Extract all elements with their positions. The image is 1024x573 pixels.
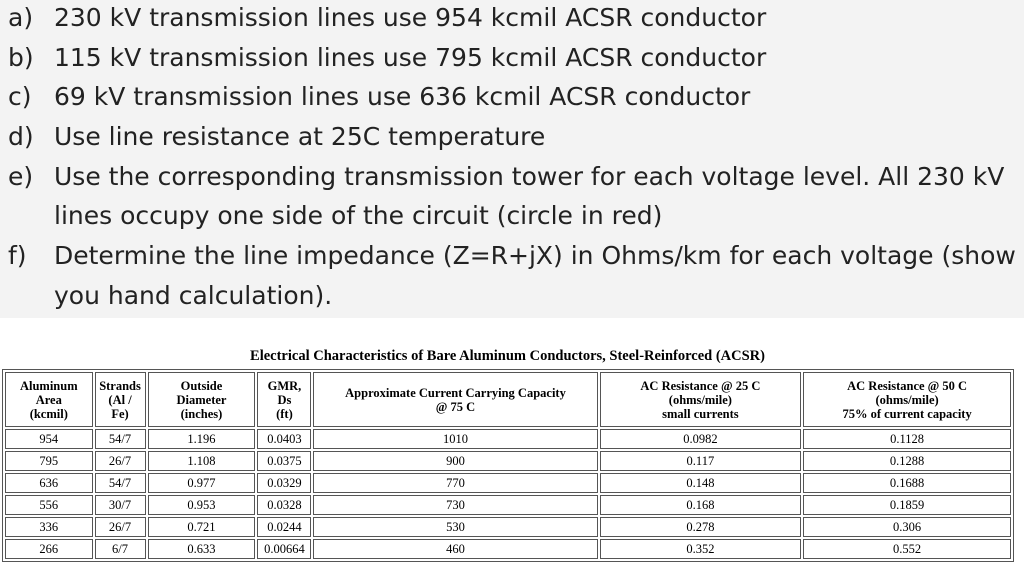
column-header-line: (ohms/mile) — [875, 392, 939, 407]
column-header — [313, 372, 597, 427]
table-cell: 900 — [313, 451, 597, 471]
table-cell: 0.977 — [148, 473, 256, 493]
table-cell: 1.196 — [148, 429, 256, 449]
table-header-row — [5, 372, 1011, 427]
question-text: Determine the line impedance (Z=R+jX) in Ohms/km for each voltage (show — [54, 241, 1016, 270]
question-text: you hand calculation). — [54, 281, 333, 310]
table-cell: 0.00664 — [257, 539, 311, 559]
question-label: e) — [8, 162, 34, 191]
table-cell: 730 — [313, 495, 597, 515]
column-header-line: (ohms/mile) — [668, 392, 732, 407]
column-header-line: (inches) — [180, 406, 223, 421]
column-header-line: (kcmil) — [29, 406, 68, 421]
table-cell: 0.721 — [148, 517, 256, 537]
column-header-line: Approximate Current Carrying Capacity — [345, 385, 566, 400]
table-cell: 26/7 — [95, 517, 146, 537]
table-cell: 0.0982 — [600, 429, 802, 449]
table-cell: 1010 — [313, 429, 597, 449]
column-header-line: Ds — [277, 392, 292, 407]
column-header — [148, 372, 256, 427]
table-cell: 266 — [5, 539, 93, 559]
question-label: d) — [8, 122, 34, 151]
column-header-line: @ 75 C — [435, 399, 476, 414]
table-cell: 0.278 — [600, 517, 802, 537]
table-cell: 0.0328 — [257, 495, 311, 515]
column-header-line: 75% of current capacity — [842, 406, 972, 421]
table-cell: 0.1688 — [803, 473, 1011, 493]
question-label: a) — [8, 3, 34, 32]
table-row — [5, 517, 1011, 537]
question-text: 69 kV transmission lines use 636 kcmil ACSR conductor — [54, 82, 751, 111]
table-cell: 770 — [313, 473, 597, 493]
table-cell: 0.953 — [148, 495, 256, 515]
table-cell: 0.352 — [600, 539, 802, 559]
column-header-line: Area — [35, 392, 62, 407]
question-text: 115 kV transmission lines use 795 kcmil ACSR conductor — [54, 43, 767, 72]
column-header — [5, 372, 93, 427]
column-header — [95, 372, 146, 427]
column-header-line: (ft) — [276, 406, 293, 421]
table-row — [5, 429, 1011, 449]
table-cell: 0.1859 — [803, 495, 1011, 515]
table-row — [5, 495, 1011, 515]
table-cell: 556 — [5, 495, 93, 515]
acsr-table — [2, 369, 1014, 562]
table-row — [5, 451, 1011, 471]
table-cell: 954 — [5, 429, 93, 449]
table-cell: 0.0329 — [257, 473, 311, 493]
table-cell: 530 — [313, 517, 597, 537]
table-cell: 460 — [313, 539, 597, 559]
table-cell: 54/7 — [95, 473, 146, 493]
column-header-line: Aluminum — [19, 378, 78, 393]
column-header-line: AC Resistance @ 50 C — [847, 378, 968, 393]
column-header — [600, 372, 802, 427]
table-cell: 0.0244 — [257, 517, 311, 537]
question-label: c) — [8, 82, 32, 111]
table-cell: 1.108 — [148, 451, 256, 471]
table-cell: 54/7 — [95, 429, 146, 449]
table-cell: 336 — [5, 517, 93, 537]
table-cell: 795 — [5, 451, 93, 471]
question-text: lines occupy one side of the circuit (circle in red) — [54, 201, 663, 230]
table-cell: 0.306 — [803, 517, 1011, 537]
table-cell: 0.148 — [600, 473, 802, 493]
column-header — [257, 372, 311, 427]
table-cell: 0.0375 — [257, 451, 311, 471]
column-header-line: Outside — [180, 378, 223, 393]
question-text: Use line resistance at 25C temperature — [54, 122, 546, 151]
table-row — [5, 539, 1011, 559]
table-cell: 0.633 — [148, 539, 256, 559]
table-cell: 0.168 — [600, 495, 802, 515]
table-cell: 30/7 — [95, 495, 146, 515]
column-header — [803, 372, 1011, 427]
table-cell: 0.1128 — [803, 429, 1011, 449]
question-text: 230 kV transmission lines use 954 kcmil ACSR conductor — [54, 3, 767, 32]
table-row — [5, 473, 1011, 493]
table-title: Electrical Characteristics of Bare Aluminum Conductors, Steel-Reinforced (ACSR) — [250, 348, 765, 364]
table-cell: 0.0403 — [257, 429, 311, 449]
table-cell: 6/7 — [95, 539, 146, 559]
table-cell: 26/7 — [95, 451, 146, 471]
column-header-line: Strands — [99, 378, 141, 393]
column-header-line: Diameter — [176, 392, 227, 407]
table-cell: 0.1288 — [803, 451, 1011, 471]
question-label: b) — [8, 43, 34, 72]
column-header-line: small currents — [662, 406, 739, 421]
column-header-line: (Al / — [108, 392, 132, 407]
table-cell: 636 — [5, 473, 93, 493]
column-header-line: AC Resistance @ 25 C — [640, 378, 761, 393]
table-cell: 0.552 — [803, 539, 1011, 559]
column-header-line: GMR, — [267, 378, 302, 393]
column-header-line: Fe) — [111, 406, 129, 421]
question-label: f) — [8, 241, 27, 270]
question-text: Use the corresponding transmission tower for each voltage level. All 230 kV — [54, 162, 1005, 191]
table-cell: 0.117 — [600, 451, 802, 471]
